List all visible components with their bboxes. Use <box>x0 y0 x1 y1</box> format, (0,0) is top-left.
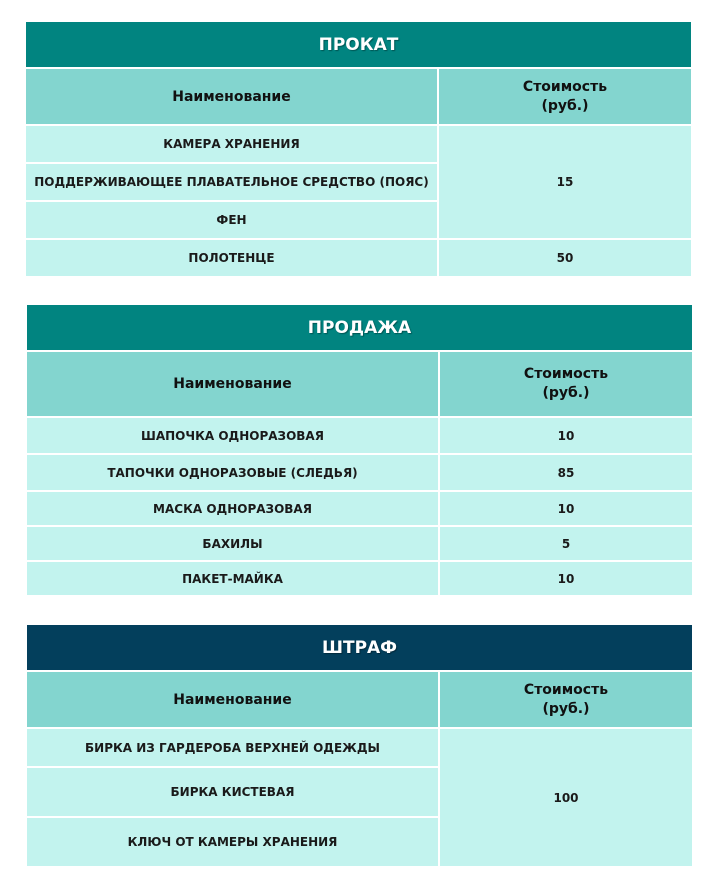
sale-item-name: МАСКА ОДНОРАЗОВАЯ <box>27 491 439 526</box>
rental-price-group: 15 <box>438 125 691 239</box>
rental-table <box>26 22 691 278</box>
fine-item-wardrobe-tag: БИРКА ИЗ ГАРДЕРОБА ВЕРХНЕЙ ОДЕЖДЫ <box>27 728 439 767</box>
rental-header-cost <box>438 68 691 125</box>
fine-price: 100 <box>439 728 692 867</box>
fine-header-cost-line2: (руб.) <box>542 700 590 717</box>
sale-item-name: БАХИЛЫ <box>27 526 439 561</box>
rental-header-cost-line1: Стоимость <box>522 78 608 95</box>
fine-header-cost <box>439 671 692 728</box>
rental-price-towel: 50 <box>438 239 691 277</box>
fine-item-wrist-tag: БИРКА КИСТЕВАЯ <box>27 767 439 817</box>
sale-item-name: ТАПОЧКИ ОДНОРАЗОВЫЕ (СЛЕДЬЯ) <box>27 454 439 491</box>
fine-header-name: Наименование <box>27 671 439 728</box>
rental-header-cost-line2: (руб.) <box>541 97 589 114</box>
sale-item-price: 10 <box>439 491 692 526</box>
sale-header-cost-line1: Стоимость <box>523 366 609 382</box>
rental-title: ПРОКАТ <box>26 22 691 68</box>
fine-header-cost-line1: Стоимость <box>523 681 609 698</box>
fine-table <box>27 625 692 868</box>
sale-table <box>27 305 692 597</box>
fine-item-locker-key: КЛЮЧ ОТ КАМЕРЫ ХРАНЕНИЯ <box>27 817 439 867</box>
fine-title: ШТРАФ <box>27 625 692 671</box>
rental-item-belt: ПОДДЕРЖИВАЮЩЕЕ ПЛАВАТЕЛЬНОЕ СРЕДСТВО (ПОЯС) <box>26 163 438 201</box>
sale-item-price: 85 <box>439 454 692 491</box>
sale-item-price: 10 <box>439 417 692 454</box>
sale-header-cost <box>439 351 692 417</box>
sale-header-name: Наименование <box>27 351 439 417</box>
sale-header-cost-line2: (руб.) <box>542 385 590 401</box>
rental-header-name: Наименование <box>26 68 438 125</box>
sale-title: ПРОДАЖА <box>27 305 692 351</box>
sale-item-price: 5 <box>439 526 692 561</box>
rental-item-dryer: ФЕН <box>26 201 438 239</box>
sale-item-name: ПАКЕТ-МАЙКА <box>27 561 439 596</box>
rental-item-towel: ПОЛОТЕНЦЕ <box>26 239 438 277</box>
rental-item-storage: КАМЕРА ХРАНЕНИЯ <box>26 125 438 163</box>
sale-item-price: 10 <box>439 561 692 596</box>
sale-item-name: ШАПОЧКА ОДНОРАЗОВАЯ <box>27 417 439 454</box>
